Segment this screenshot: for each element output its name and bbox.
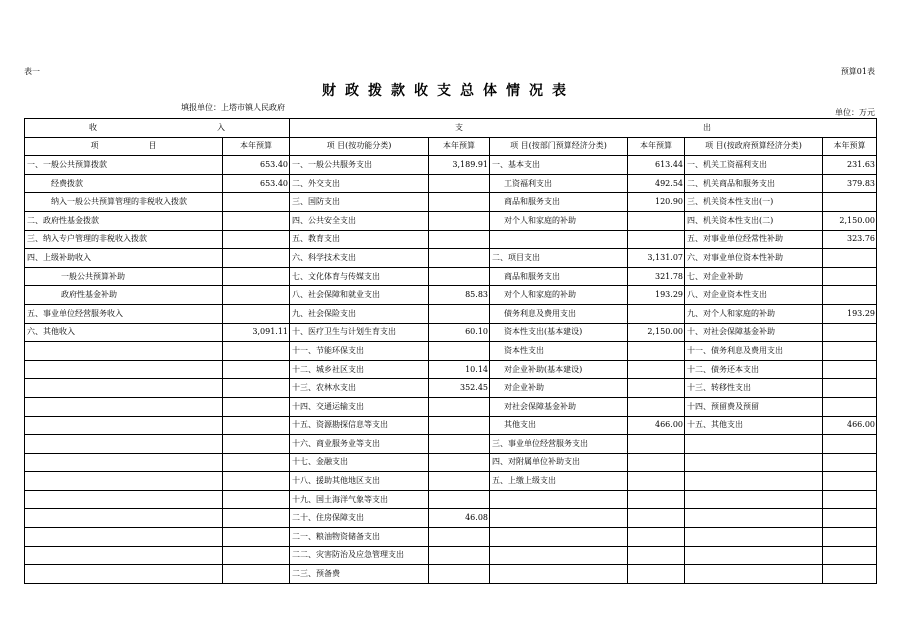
- income-item-cell: [25, 565, 223, 584]
- dept-econ-item-cell: 其他支出: [490, 416, 628, 435]
- table-row: [25, 379, 877, 398]
- function-item-cell: 十二、城乡社区支出: [290, 360, 429, 379]
- dept-econ-budget-cell: [628, 379, 685, 398]
- table-row: [25, 323, 877, 342]
- income-budget-cell: [223, 360, 290, 379]
- function-budget-cell: 3,189.91: [429, 156, 490, 175]
- dept-econ-budget-cell: [628, 472, 685, 491]
- gov-econ-item-cell: 八、对企业资本性支出: [685, 286, 823, 305]
- function-item-cell: 八、社会保障和就业支出: [290, 286, 429, 305]
- function-budget-cell: [429, 435, 490, 454]
- function-budget-cell: 10.14: [429, 360, 490, 379]
- income-item-cell: 一般公共预算补助: [25, 267, 223, 286]
- gov-econ-item-cell: [685, 453, 823, 472]
- income-budget-cell: 3,091.11: [223, 323, 290, 342]
- function-item-cell: 二十、住房保障支出: [290, 509, 429, 528]
- function-item-cell: 十、医疗卫生与计划生育支出: [290, 323, 429, 342]
- dept-econ-item-cell: [490, 528, 628, 547]
- income-budget-cell: [223, 509, 290, 528]
- income-budget-cell: [223, 286, 290, 305]
- income-item-cell: [25, 435, 223, 454]
- table-row: [25, 360, 877, 379]
- income-budget-cell: [223, 342, 290, 361]
- table-row: [25, 230, 877, 249]
- dept-econ-item-cell: 三、事业单位经营服务支出: [490, 435, 628, 454]
- dept-econ-budget-cell: [628, 304, 685, 323]
- table-row: [25, 453, 877, 472]
- dept-econ-budget-cell: [628, 435, 685, 454]
- income-budget-cell: [223, 230, 290, 249]
- income-item-cell: [25, 397, 223, 416]
- gov-econ-item-cell: [685, 546, 823, 565]
- dept-econ-budget-cell: [628, 453, 685, 472]
- function-budget-cell: [429, 565, 490, 584]
- income-budget-cell: [223, 490, 290, 509]
- gov-econ-item-cell: 一、机关工资福利支出: [685, 156, 823, 175]
- income-budget-cell: [223, 379, 290, 398]
- gov-econ-budget-cell: [823, 360, 877, 379]
- function-item-cell: 十八、援助其他地区支出: [290, 472, 429, 491]
- income-budget-cell: [223, 211, 290, 230]
- table-row: [25, 546, 877, 565]
- reporting-unit: 填报单位：上塔市镇人民政府: [181, 103, 285, 112]
- function-budget-cell: [429, 211, 490, 230]
- dept-econ-item-cell: 资本性支出(基本建设): [490, 323, 628, 342]
- gov-econ-budget-cell: 231.63: [823, 156, 877, 175]
- function-budget-cell: [429, 453, 490, 472]
- income-item-cell: 政府性基金补助: [25, 286, 223, 305]
- dept-econ-item-cell: [490, 490, 628, 509]
- function-item-cell: 十四、交通运输支出: [290, 397, 429, 416]
- gov-econ-budget-cell: [823, 565, 877, 584]
- dept-econ-item-cell: [490, 230, 628, 249]
- gov-econ-budget-cell: 466.00: [823, 416, 877, 435]
- function-budget-cell: [429, 174, 490, 193]
- income-budget-cell: 653.40: [223, 174, 290, 193]
- dept-econ-item-cell: 对企业补助(基本建设): [490, 360, 628, 379]
- income-budget-cell: [223, 546, 290, 565]
- function-budget-header: 本年预算: [429, 137, 490, 156]
- table-row: [25, 211, 877, 230]
- function-item-cell: 二、外交支出: [290, 174, 429, 193]
- gov-econ-item-cell: 九、对个人和家庭的补助: [685, 304, 823, 323]
- income-item-cell: 五、事业单位经营服务收入: [25, 304, 223, 323]
- function-budget-cell: 352.45: [429, 379, 490, 398]
- gov-econ-budget-cell: [823, 509, 877, 528]
- income-item-cell: 二、政府性基金拨款: [25, 211, 223, 230]
- income-budget-header: 本年预算: [223, 137, 290, 156]
- income-budget-cell: [223, 416, 290, 435]
- gov-econ-item-cell: [685, 565, 823, 584]
- dept-econ-item-cell: 一、基本支出: [490, 156, 628, 175]
- income-budget-cell: [223, 304, 290, 323]
- table-row: [25, 156, 877, 175]
- income-item-cell: [25, 528, 223, 547]
- gov-econ-budget-cell: [823, 435, 877, 454]
- dept-econ-item-cell: [490, 509, 628, 528]
- function-budget-cell: 46.08: [429, 509, 490, 528]
- function-budget-cell: 85.83: [429, 286, 490, 305]
- income-item-cell: [25, 453, 223, 472]
- table-row: [25, 528, 877, 547]
- header-row-section: [25, 119, 877, 138]
- gov-econ-budget-cell: [823, 453, 877, 472]
- gov-econ-budget-cell: [823, 546, 877, 565]
- gov-econ-budget-cell: [823, 528, 877, 547]
- income-item-cell: [25, 379, 223, 398]
- dept-econ-budget-cell: 492.54: [628, 174, 685, 193]
- income-item-cell: 一、一般公共预算拨款: [25, 156, 223, 175]
- income-item-cell: [25, 360, 223, 379]
- dept-econ-budget-cell: 120.90: [628, 193, 685, 212]
- dept-econ-item-header: 项 目(按部门预算经济分类): [490, 137, 628, 156]
- dept-econ-item-cell: 二、项目支出: [490, 249, 628, 268]
- income-budget-cell: [223, 528, 290, 547]
- dept-econ-item-cell: 商品和服务支出: [490, 267, 628, 286]
- budget-table: [24, 118, 877, 584]
- dept-econ-item-cell: 对个人和家庭的补助: [490, 211, 628, 230]
- income-item-cell: [25, 416, 223, 435]
- gov-econ-item-cell: 七、对企业补助: [685, 267, 823, 286]
- gov-econ-item-cell: 十四、预留费及预留: [685, 397, 823, 416]
- income-item-cell: 四、上级补助收入: [25, 249, 223, 268]
- function-item-cell: 十九、国土海洋气象等支出: [290, 490, 429, 509]
- dept-econ-budget-cell: 613.44: [628, 156, 685, 175]
- function-item-cell: 二三、预备费: [290, 565, 429, 584]
- gov-econ-budget-cell: [823, 397, 877, 416]
- income-header: 收 入: [25, 119, 290, 138]
- income-item-cell: 经费拨款: [25, 174, 223, 193]
- table-row: [25, 342, 877, 361]
- table-row: [25, 193, 877, 212]
- gov-econ-item-cell: [685, 435, 823, 454]
- table-row: [25, 174, 877, 193]
- function-budget-cell: [429, 249, 490, 268]
- dept-econ-budget-cell: 3,131.07: [628, 249, 685, 268]
- dept-econ-item-cell: 资本性支出: [490, 342, 628, 361]
- income-budget-cell: [223, 472, 290, 491]
- function-item-cell: 十三、农林水支出: [290, 379, 429, 398]
- dept-econ-item-cell: 五、上缴上级支出: [490, 472, 628, 491]
- dept-econ-budget-cell: [628, 397, 685, 416]
- dept-econ-item-cell: 对社会保障基金补助: [490, 397, 628, 416]
- income-budget-cell: [223, 249, 290, 268]
- dept-econ-item-cell: 商品和服务支出: [490, 193, 628, 212]
- header-row-columns: [25, 137, 877, 156]
- dept-econ-budget-cell: [628, 230, 685, 249]
- gov-econ-item-cell: 五、对事业单位经常性补助: [685, 230, 823, 249]
- gov-econ-budget-cell: [823, 490, 877, 509]
- dept-econ-budget-cell: [628, 360, 685, 379]
- expense-header: 支 出: [290, 119, 877, 138]
- gov-econ-item-cell: 四、机关资本性支出(二): [685, 211, 823, 230]
- function-item-cell: 三、国防支出: [290, 193, 429, 212]
- dept-econ-item-cell: [490, 565, 628, 584]
- gov-econ-budget-cell: [823, 323, 877, 342]
- income-item-cell: 三、纳入专户管理的非税收入拨款: [25, 230, 223, 249]
- dept-econ-budget-cell: 2,150.00: [628, 323, 685, 342]
- function-item-header: 项 目(按功能分类): [290, 137, 429, 156]
- gov-econ-budget-cell: [823, 267, 877, 286]
- income-item-cell: 纳入一般公共预算管理的非税收入拨款: [25, 193, 223, 212]
- dept-econ-budget-cell: [628, 211, 685, 230]
- function-item-cell: 四、公共安全支出: [290, 211, 429, 230]
- function-budget-cell: [429, 472, 490, 491]
- dept-econ-item-cell: 对企业补助: [490, 379, 628, 398]
- function-budget-cell: [429, 304, 490, 323]
- income-item-cell: [25, 472, 223, 491]
- gov-econ-item-cell: [685, 490, 823, 509]
- dept-econ-budget-cell: [628, 546, 685, 565]
- gov-econ-budget-cell: 2,150.00: [823, 211, 877, 230]
- table-row: [25, 490, 877, 509]
- gov-econ-budget-cell: [823, 342, 877, 361]
- dept-econ-budget-cell: [628, 528, 685, 547]
- gov-econ-item-cell: [685, 528, 823, 547]
- table-row: [25, 286, 877, 305]
- function-budget-cell: [429, 230, 490, 249]
- function-budget-cell: 60.10: [429, 323, 490, 342]
- gov-econ-budget-cell: [823, 379, 877, 398]
- function-budget-cell: [429, 416, 490, 435]
- dept-econ-budget-cell: 466.00: [628, 416, 685, 435]
- gov-econ-item-cell: 三、机关资本性支出(一): [685, 193, 823, 212]
- table-row: [25, 472, 877, 491]
- income-item-cell: 六、其他收入: [25, 323, 223, 342]
- gov-econ-item-cell: 十三、转移性支出: [685, 379, 823, 398]
- function-budget-cell: [429, 342, 490, 361]
- table-number-label: 表一: [24, 67, 40, 76]
- income-budget-cell: [223, 267, 290, 286]
- dept-econ-budget-cell: [628, 509, 685, 528]
- table-row: [25, 416, 877, 435]
- income-budget-cell: [223, 435, 290, 454]
- function-item-cell: 六、科学技术支出: [290, 249, 429, 268]
- gov-econ-item-header: 项 目(按政府预算经济分类): [685, 137, 823, 156]
- table-row: [25, 565, 877, 584]
- function-budget-cell: [429, 490, 490, 509]
- function-item-cell: 十五、资源勘探信息等支出: [290, 416, 429, 435]
- gov-econ-budget-cell: [823, 472, 877, 491]
- income-budget-cell: [223, 397, 290, 416]
- currency-unit: 单位：万元: [835, 108, 875, 117]
- function-budget-cell: [429, 267, 490, 286]
- income-budget-cell: [223, 565, 290, 584]
- gov-econ-budget-cell: [823, 286, 877, 305]
- gov-econ-item-cell: 十二、债务还本支出: [685, 360, 823, 379]
- dept-econ-item-cell: 四、对附属单位补助支出: [490, 453, 628, 472]
- gov-econ-budget-cell: 193.29: [823, 304, 877, 323]
- function-item-cell: 十七、金融支出: [290, 453, 429, 472]
- dept-econ-item-cell: 工资福利支出: [490, 174, 628, 193]
- function-item-cell: 二一、粮油物资储备支出: [290, 528, 429, 547]
- dept-econ-budget-cell: [628, 565, 685, 584]
- function-item-cell: 九、社会保险支出: [290, 304, 429, 323]
- dept-econ-budget-header: 本年预算: [628, 137, 685, 156]
- dept-econ-budget-cell: 193.29: [628, 286, 685, 305]
- table-row: [25, 435, 877, 454]
- function-item-cell: 一、一般公共服务支出: [290, 156, 429, 175]
- function-budget-cell: [429, 397, 490, 416]
- function-budget-cell: [429, 546, 490, 565]
- page-title: 财政拨款收支总体情况表: [322, 83, 575, 99]
- table-row: [25, 304, 877, 323]
- income-budget-cell: 653.40: [223, 156, 290, 175]
- function-item-cell: 十六、商业服务业等支出: [290, 435, 429, 454]
- income-item-cell: [25, 509, 223, 528]
- gov-econ-item-cell: [685, 509, 823, 528]
- income-budget-cell: [223, 453, 290, 472]
- gov-econ-budget-header: 本年预算: [823, 137, 877, 156]
- gov-econ-budget-cell: 323.76: [823, 230, 877, 249]
- dept-econ-budget-cell: 321.78: [628, 267, 685, 286]
- gov-econ-item-cell: 十、对社会保障基金补助: [685, 323, 823, 342]
- function-item-cell: 七、文化体育与传媒支出: [290, 267, 429, 286]
- income-item-header: 项 目: [25, 137, 223, 156]
- table-row: [25, 249, 877, 268]
- gov-econ-item-cell: 六、对事业单位资本性补助: [685, 249, 823, 268]
- dept-econ-item-cell: 对个人和家庭的补助: [490, 286, 628, 305]
- income-budget-cell: [223, 193, 290, 212]
- dept-econ-item-cell: [490, 546, 628, 565]
- table-row: [25, 267, 877, 286]
- function-item-cell: 五、教育支出: [290, 230, 429, 249]
- income-item-cell: [25, 546, 223, 565]
- dept-econ-budget-cell: [628, 490, 685, 509]
- gov-econ-budget-cell: [823, 249, 877, 268]
- dept-econ-budget-cell: [628, 342, 685, 361]
- gov-econ-item-cell: 十一、债务利息及费用支出: [685, 342, 823, 361]
- dept-econ-item-cell: 债务利息及费用支出: [490, 304, 628, 323]
- gov-econ-item-cell: 二、机关商品和服务支出: [685, 174, 823, 193]
- gov-econ-item-cell: 十五、其他支出: [685, 416, 823, 435]
- function-item-cell: 二二、灾害防治及应急管理支出: [290, 546, 429, 565]
- table-row: [25, 397, 877, 416]
- income-item-cell: [25, 342, 223, 361]
- gov-econ-budget-cell: 379.83: [823, 174, 877, 193]
- gov-econ-item-cell: [685, 472, 823, 491]
- function-budget-cell: [429, 193, 490, 212]
- gov-econ-budget-cell: [823, 193, 877, 212]
- form-code-label: 预算01表: [840, 67, 875, 76]
- function-budget-cell: [429, 528, 490, 547]
- table-row: [25, 509, 877, 528]
- function-item-cell: 十一、节能环保支出: [290, 342, 429, 361]
- income-item-cell: [25, 490, 223, 509]
